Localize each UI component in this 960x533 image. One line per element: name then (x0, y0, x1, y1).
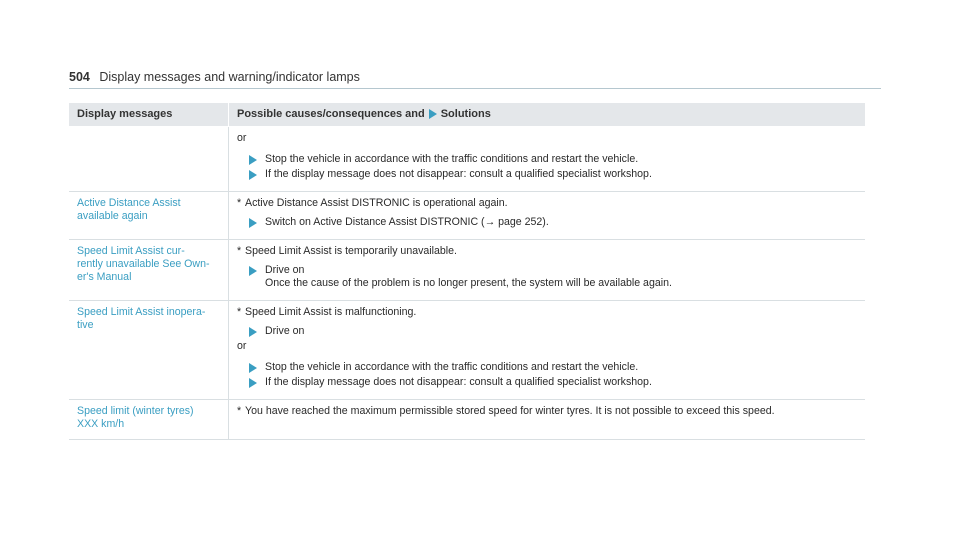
or-text: or (237, 132, 247, 144)
message-line: Speed limit (winter tyres) (77, 405, 194, 417)
solution-step-detail: Once the cause of the problem is no longer present, the system will be available again. (265, 277, 672, 289)
arrow-right-icon (249, 155, 257, 165)
solution-cell (229, 301, 866, 400)
message-line: XXX km/h (77, 418, 125, 430)
message-line: rently unavailable See Own- (77, 258, 210, 270)
bullet-star-icon: * (237, 405, 242, 417)
header-causes-label: Possible causes/consequences and (237, 108, 425, 120)
arrow-right-icon (249, 170, 257, 180)
cause-item: * Speed Limit Assist is temporarily unavailable. (237, 245, 457, 257)
arrow-right-icon (249, 363, 257, 373)
message-line: Speed Limit Assist cur- (77, 245, 185, 257)
message-line: available again (77, 210, 148, 222)
page-title: Display messages and warning/indicator lamps (99, 70, 360, 84)
solution-cell (229, 192, 866, 240)
header-display-messages: Display messages (69, 103, 229, 127)
bullet-star-icon: * (237, 245, 242, 257)
solution-step: Stop the vehicle in accordance with the traffic conditions and restart the vehicle. (243, 361, 857, 374)
solution-step: Stop the vehicle in accordance with the traffic conditions and restart the vehicle. (243, 153, 857, 166)
display-messages-table (69, 103, 865, 440)
header-solutions-label: Solutions (440, 108, 491, 120)
solution-step: Drive on Once the cause of the problem is no longer present, the system will be available again. (243, 264, 857, 290)
bullet-star-icon: * (237, 197, 242, 209)
solution-step: Switch on Active Distance Assist DISTRONIC (→ page 252). (243, 216, 857, 229)
table-row (69, 127, 865, 192)
solution-step: If the display message does not disappear: consult a qualified specialist workshop. (243, 376, 857, 389)
solution-cell (229, 240, 866, 301)
message-line: er's Manual (77, 271, 132, 283)
page-number: 504 (69, 70, 90, 84)
message-line: Speed Limit Assist inopera- (77, 306, 206, 318)
arrow-right-icon (429, 109, 437, 119)
table-header-row (69, 103, 865, 127)
message-line: Active Distance Assist (77, 197, 181, 209)
message-line: tive (77, 319, 94, 331)
cause-item: * Active Distance Assist DISTRONIC is operational again. (237, 197, 508, 209)
arrow-right-icon (249, 378, 257, 388)
table-row (69, 400, 865, 440)
solution-cell (229, 127, 866, 192)
header-causes-solutions (229, 103, 866, 127)
arrow-right-icon (249, 327, 257, 337)
message-cell (69, 301, 229, 400)
or-text: or (237, 340, 247, 352)
solution-step: If the display message does not disappear: consult a qualified specialist workshop. (243, 168, 857, 181)
message-cell (69, 192, 229, 240)
message-cell (69, 240, 229, 301)
solution-cell (229, 400, 866, 440)
bullet-star-icon: * (237, 306, 242, 318)
table-row (69, 301, 865, 400)
message-cell (69, 127, 229, 192)
cause-item: * You have reached the maximum permissible stored speed for winter tyres. It is not possible to exceed this speed. (237, 405, 775, 417)
solution-step: Drive on (243, 325, 857, 338)
arrow-right-icon (249, 266, 257, 276)
table-row (69, 240, 865, 301)
arrow-right-icon (249, 218, 257, 228)
table-row (69, 192, 865, 240)
message-cell (69, 400, 229, 440)
cause-item: * Speed Limit Assist is malfunctioning. (237, 306, 417, 318)
page-header (69, 70, 881, 89)
